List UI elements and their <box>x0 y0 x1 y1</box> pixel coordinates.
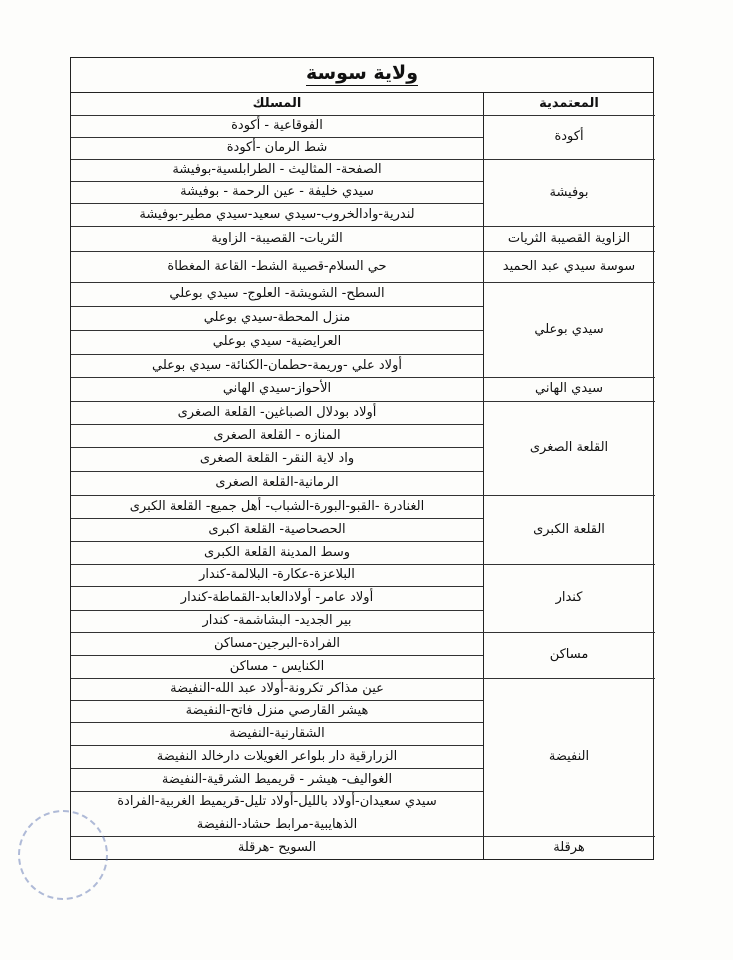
route-cell: المنازه - القلعة الصغرى <box>213 427 341 443</box>
route-cell: الشقارنية-النفيضة <box>229 725 325 741</box>
route-cell: أولاد بودلال الصباغين- القلعة الصغرى <box>177 404 377 420</box>
row-separator <box>71 632 655 633</box>
route-cell: الذهايبية-مرابط حشاد-النفيضة <box>196 816 358 832</box>
delegation-cell: الزاوية القصيبة الثريات <box>507 230 631 246</box>
row-separator <box>71 354 483 355</box>
row-separator <box>71 541 483 542</box>
route-cell: بير الجديد- البشاشمة- كندار <box>202 613 352 628</box>
route-cell: الكنايس - مساكن <box>229 658 325 674</box>
route-cell: السويح -هرقلة <box>237 839 317 855</box>
delegation-cell: سوسة سيدي عبد الحميد <box>502 258 636 274</box>
header-delegation: المعتمدية <box>539 96 599 111</box>
row-separator <box>71 564 655 565</box>
route-cell: الثريات- القصيبة- الزاوية <box>211 230 343 246</box>
delegation-cell: بوفيشة <box>549 184 589 200</box>
row-separator <box>71 586 483 587</box>
row-separator <box>71 306 483 307</box>
delegation-cell: هرقلة <box>553 839 585 855</box>
route-cell: منزل المحطة-سيدي بوعلي <box>203 310 351 325</box>
delegation-cell: النفيضة <box>548 749 590 764</box>
row-separator <box>71 159 655 160</box>
row-separator <box>71 722 483 723</box>
page-title: ولاية سوسة <box>305 62 419 84</box>
route-cell: أولاد عامر- أولادالعابد-القماطة-كندار <box>180 590 374 605</box>
route-cell: الغنادرة -القبو-البورة-الشباب- أهل جميع- القلعة الكبرى <box>129 498 425 514</box>
route-cell: لندرية-وادالخروب-سيدي سعيد-سيدي مطير-بوفيشة <box>139 206 415 222</box>
route-cell: الزرارقية دار بلواعر الغويلات دارخالد النفيضة <box>156 748 398 764</box>
column-divider <box>483 93 484 859</box>
row-separator <box>71 700 483 701</box>
row-separator <box>71 251 655 252</box>
row-separator <box>71 226 655 227</box>
route-cell: الحصحاصية- القلعة اكبرى <box>208 521 346 537</box>
route-cell: الصفحة- المثاليث - الطرابلسية-بوفيشة <box>172 162 382 177</box>
route-cell: هيشر القارصي منزل فاتح-النفيضة <box>185 703 369 718</box>
route-cell: عين مذاكر تكرونة-أولاد عبد الله-النفيضة <box>170 681 384 696</box>
route-cell: سيدي خليفة - عين الرحمة - بوفيشة <box>180 184 374 199</box>
delegation-cell: القلعة الصغرى <box>529 440 609 455</box>
row-separator <box>71 495 655 496</box>
route-cell: السطح- الشويشة- العلوج- سيدي بوعلي <box>169 286 385 301</box>
row-separator <box>71 181 483 182</box>
route-cell: وسط المدينة القلعة الكبرى <box>203 544 351 560</box>
route-cell: العرايضية- سيدي بوعلي <box>212 334 342 349</box>
row-separator <box>71 330 483 331</box>
row-separator <box>71 518 483 519</box>
row-separator <box>71 282 655 283</box>
row-separator <box>71 377 655 378</box>
routes-table <box>70 57 654 860</box>
route-cell: واد لاية النقر- القلعة الصغرى <box>199 451 355 466</box>
row-separator <box>71 424 483 425</box>
delegation-cell: سيدي الهاني <box>535 381 603 396</box>
route-cell: الرمانية-القلعة الصغرى <box>215 475 339 490</box>
delegation-cell: سيدي بوعلي <box>534 321 604 337</box>
row-separator <box>71 401 655 402</box>
title-row <box>71 58 653 93</box>
route-cell: الفوقاعية - أكودة <box>231 118 323 133</box>
route-cell: حي السلام-قصيبة الشط- القاعة المغطاة <box>167 258 387 274</box>
delegation-cell: كندار <box>555 590 583 605</box>
row-separator <box>71 745 483 746</box>
delegation-cell: أكودة <box>554 129 584 144</box>
row-separator <box>71 768 483 769</box>
row-separator <box>71 137 483 138</box>
route-cell: أولاد علي -وريمة-حطمان-الكنائة- سيدي بوعلي <box>152 357 402 373</box>
route-cell: الفرادة-البرجين-مساكن <box>213 635 341 651</box>
row-separator <box>71 471 483 472</box>
delegation-cell: القلعة الكبرى <box>533 521 605 537</box>
row-separator <box>71 203 483 204</box>
row-separator <box>71 836 655 837</box>
row-separator <box>71 447 483 448</box>
route-cell: سيدي سعيدان-أولاد بالليل-أولاد تليل-قريميط الغربية-الفرادة <box>117 794 437 809</box>
row-separator <box>71 678 655 679</box>
route-cell: الأحواز-سيدي الهاني <box>222 381 332 396</box>
row-separator <box>71 655 483 656</box>
route-cell: شط الرمان -أكودة <box>226 140 328 155</box>
row-separator <box>71 610 483 611</box>
delegation-cell: مساكن <box>549 647 589 662</box>
header-route: المسلك <box>252 96 302 111</box>
row-separator <box>71 791 483 792</box>
route-cell: البلاعزة-عكارة- البلالمة-كندار <box>199 567 355 582</box>
route-cell: الغواليف- هيشر - قريميط الشرقية-النفيضة <box>161 771 393 787</box>
official-stamp <box>18 810 108 900</box>
